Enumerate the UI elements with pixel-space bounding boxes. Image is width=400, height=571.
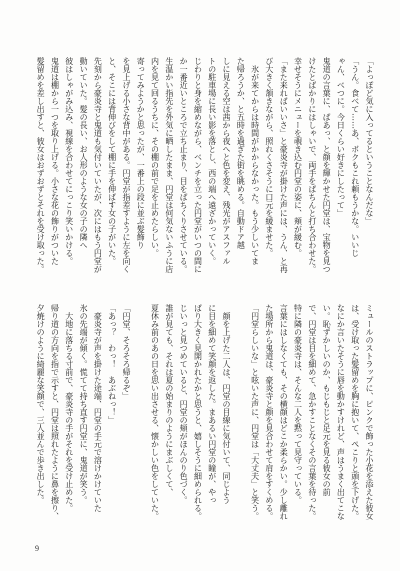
text-column: 寄ってみようかと思ったが、一番上の段に並ぶ髪飾り — [136, 57, 146, 249]
text-column: を見上げる小さな背中がある。円堂が指差すように左を向く — [121, 57, 131, 273]
text-column: で、円堂は目を細めて、急かすことなくその言葉を待った。 — [307, 304, 317, 520]
page-number: 9 — [35, 544, 39, 553]
text-column: 生温かい指先を外気に晒したまま、円堂は何気ないふうに店 — [164, 57, 174, 273]
text-column: 氷が来てからは時間がかからなかった。もう少しいてま — [250, 57, 260, 265]
scene-break-gap — [233, 304, 247, 536]
text-column: 「うん。食べて……あ、ボクもこれ頼もうかな。いいじ — [350, 57, 360, 257]
text-column: 夏休み前のあの日を思い出させる、懐かしい色をしていた。 — [150, 304, 160, 520]
text-column: 彼はしゃがみ込み、視線を合わせてにっこり笑いかける。 — [64, 57, 74, 265]
text-column: 幸せそうにメニューを覗き込む円堂の姿に、頬が緩む。 — [293, 57, 303, 257]
text-column: た帰ろうか、と五時を過ぎた街を眺める。自動ドア越 — [236, 57, 246, 249]
text-column: 髪留めを差し出すと、彼女はおずおずとそれを受け取った。 — [36, 57, 46, 273]
text-column: 鬼道の言葉に、ぱあっ、と顔を輝かせた円堂は、宝物を見つ — [322, 57, 332, 273]
text-column: い。恥ずかしいのか、もじもじと足元を見る彼女の前 — [322, 304, 332, 496]
text-column: 大地に落ちる寸前で、豪炎寺の手がそれを受け止めた。 — [64, 304, 74, 512]
dialogue-column: 「円堂、そろそろ帰るぞ」 — [121, 304, 131, 400]
text-column: 先刻から豪炎寺と鬼道も気付いていたが、次にはもう円堂が — [93, 57, 103, 273]
upper-tier — [32, 57, 376, 289]
text-column: しに見える空は茜から夜へと色を変え、残光がアスファル — [222, 57, 232, 265]
lower-tier — [32, 304, 376, 536]
text-column: び大きく頷きながら、照れくさそうに口元を緩ませた。 — [264, 57, 274, 257]
text-column: 特に隣の豪炎寺は、そんな二人を黙って見守っている。 — [293, 304, 303, 504]
text-column: 内を見て回るうちに、その棚の前で足を止めたらしい。 — [150, 57, 160, 257]
scene-break-gap — [133, 304, 147, 536]
text-column: 「また来ればいいさ」と豪炎寺が掛けた声には、うん、と再 — [279, 57, 289, 273]
text-column: じわりと身を縮めながら、ベンチを立った円堂がいつの間に — [193, 57, 203, 273]
text-column: に目を細めて笑顔を返した。まあるい円堂の瞳が、やっ — [207, 304, 217, 504]
text-column: た場所から鬼道は、豪炎寺と顔を見合わせて肩をすくめる。 — [264, 304, 274, 520]
dialogue-column: 「あっ？ わっ！ あぶねっ！」 — [107, 304, 117, 424]
text-column: けたとばかりにはしゃいで、両手をぱちんと打ち合わせた。 — [307, 57, 317, 273]
text-column: 「円堂らしいな」と呟いた声に、円堂は「大丈夫」と笑う。 — [250, 304, 260, 520]
text-column: じいっと見つめていると、円堂の頬がほんのり色づく。 — [179, 304, 189, 504]
text-column: トの駐車場に長い影を落とし、西の端へ遠ざかっていく。 — [207, 57, 217, 265]
text-column: 動いていた。髪の長い、お人形のような女の子の隣へ — [79, 57, 89, 249]
text-column: 帰り道の方向を指で示すと、円堂は照れたように鼻を擦り、 — [50, 304, 60, 520]
text-column: 顔を上げた二人は、円堂の目線に気付いて、同じよう — [222, 304, 232, 504]
text-column: なにか言いたそうに唇を動かすけれど、声はうまく出てこな — [336, 304, 346, 520]
text-column: 豪炎寺が声を掛けた途端、円堂の手元で溶けかけていた — [93, 304, 103, 512]
text-column: ミュールのストラップに、ピンクで飾った小花を添えた彼女 — [365, 304, 374, 520]
text-column: 氷の先端が傾く。慌てて持ち直す円堂に、鬼道が笑う。 — [79, 304, 89, 504]
text-column: は、受け取った髪留めを胸に抱いて、ぺこりと頭を下げた。 — [350, 304, 360, 520]
text-column: ゃん、べつに。今日くらい好きにしたって」 — [336, 57, 346, 217]
text-column: か一番近いところで立ち止まり、目をぱちくりさせている。 — [179, 57, 189, 273]
text-column: ぱり大きく見開かれたかと思うと、嬉しそうに細められる。 — [193, 304, 203, 520]
text-column: と、そこには背伸びをして棚に手を伸ばす女の子がいた。 — [107, 57, 117, 265]
text-column: 「よっぽど気に入ってるということなんだな」 — [365, 57, 374, 225]
text-column: 言葉にはしなくても、その横顔はどこか柔らかい。少し離れ — [279, 304, 289, 520]
text-column: 夕焼けのように綺麗な笑顔で、三人並んで歩き出した。 — [36, 304, 46, 504]
text-column: 誰が見ても、それは夏の始まりのようにまぶしくて、 — [164, 304, 174, 496]
text-column: 鬼道は棚から一つを取り上げる。小さな花の飾りがついた — [50, 57, 60, 265]
